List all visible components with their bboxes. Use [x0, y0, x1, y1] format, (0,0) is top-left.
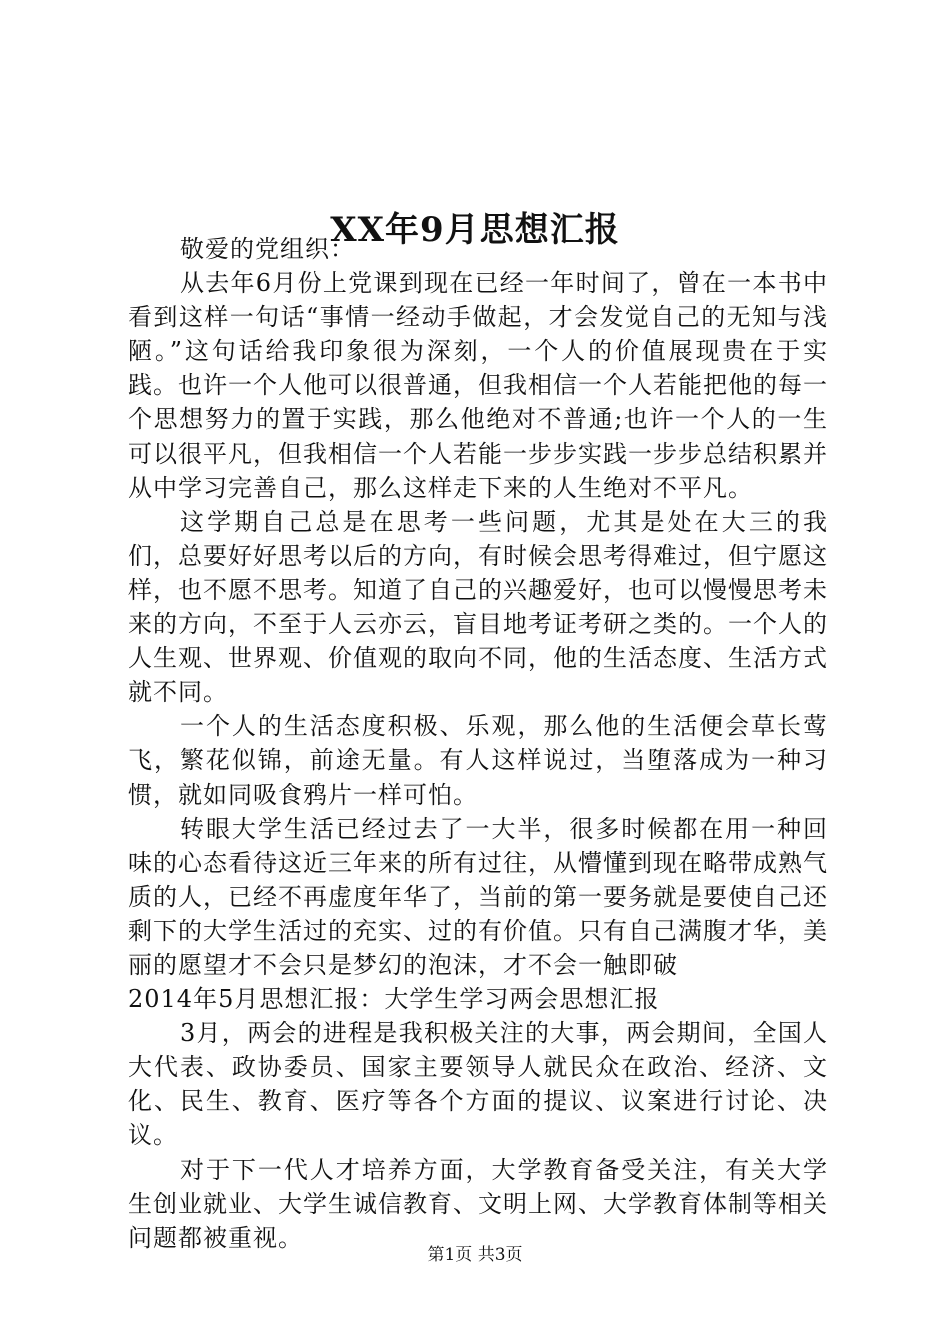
paragraph-2: 这学期自己总是在思考一些问题，尤其是处在大三的我们，总要好好思考以后的方向，有时候会思考得难过，但宁愿这样，也不愿不思考。知道了自己的兴趣爱好，也可以慢慢思考未来的方向，不至于人云亦云，盲目地考证考研之类的。一个人的人生观、世界观、价值观的取向不同，他的生活态度、生活方式就不同。 — [128, 507, 828, 707]
paragraph-4: 转眼大学生活已经过去了一大半，很多时候都在用一种回味的心态看待这近三年来的所有过往，从懵懂到现在略带成熟气质的人，已经不再虚度年华了，当前的第一要务就是要使自己还剩下的大学生活过的充实、过的有价值。只有自己满腹才华，美丽的愿望才不会只是梦幻的泡沫，才不会一触即破 — [128, 814, 828, 979]
paragraph-6: 对于下一代人才培养方面，大学教育备受关注，有关大学生创业就业、大学生诚信教育、文明上网、大学教育体制等相关问题都被重视。 — [128, 1155, 828, 1252]
page-indicator: 第1页 共3页 — [427, 1245, 523, 1265]
paragraph-1: 从去年6月份上党课到现在已经一年时间了，曾在一本书中看到这样一句话“事情一经动手做起，才会发觉自己的无知与浅陋。”这句话给我印象很为深刻，一个人的价值展现贵在于实践。也许一个人他可以很普通，但我相信一个人若能把他的每一个思想努力的置于实践，那么他绝对不普通;也许一个人的一生可以很平凡，但我相信一个人若能一步步实践一步步总结积累并从中学习完善自己，那么这样走下来的人生绝对不平凡。 — [128, 269, 828, 502]
page-title: XX年9月思想汇报 — [330, 209, 620, 250]
document-body — [128, 232, 828, 1255]
paragraph-5: 3月，两会的进程是我积极关注的大事，两会期间，全国人大代表、政协委员、国家主要领导人就民众在政治、经济、文化、民生、教育、医疗等各个方面的提议、议案进行讨论、决议。 — [128, 1019, 828, 1150]
salutation: 敬爱的党组织： — [180, 235, 355, 263]
paragraph-3: 一个人的生活态度积极、乐观，那么他的生活便会草长莺飞，繁花似锦，前途无量。有人这样说过，当堕落成为一种习惯，就如同吸食鸦片一样可怕。 — [128, 712, 828, 809]
subheading: 2014年5月思想汇报：大学生学习两会思想汇报 — [128, 985, 660, 1014]
